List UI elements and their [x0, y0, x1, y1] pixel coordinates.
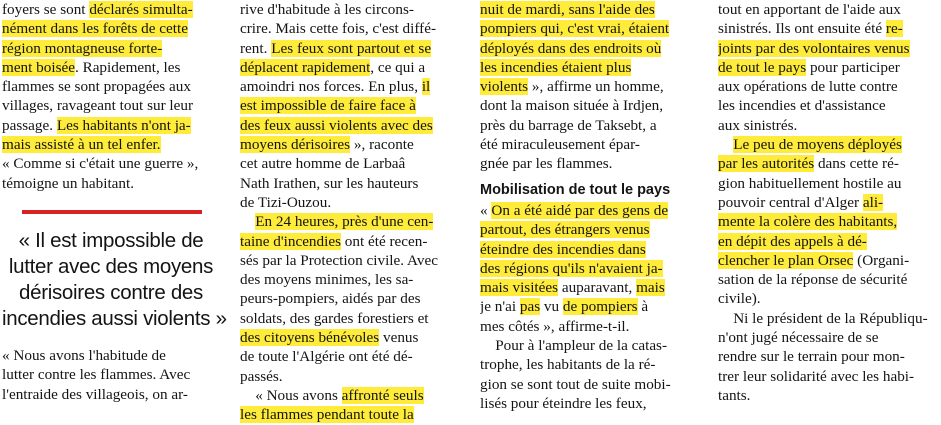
text-line [240, 116, 465, 135]
text-line [718, 386, 940, 405]
highlighted-text: pompiers qui, c'est vrai, étaient [480, 20, 670, 38]
text-run: témoigne un habitant. [2, 174, 135, 192]
highlighted-text: joints par des volontaires venus [718, 39, 910, 57]
pullquote [2, 228, 227, 332]
text-run: gion se sont tout de suite mobi- [480, 375, 671, 393]
text-line [240, 289, 465, 308]
text-line [718, 328, 940, 347]
text-line [2, 346, 222, 365]
text-line [240, 232, 465, 251]
highlighted-text: il [421, 78, 431, 96]
text-run: n'ont jugé nécessaire de se [718, 329, 879, 347]
text-line [240, 58, 465, 77]
text-run: , ce qui a [370, 58, 426, 76]
text-run: cet autre homme de Larbaâ [240, 155, 406, 173]
text-run: près du barrage de Taksebt, a [480, 116, 657, 134]
text-line [240, 270, 465, 289]
text-run: Ni le président de la Républiqu- [718, 309, 928, 327]
text-run: trer leur solidarité avec les habi- [718, 367, 915, 385]
text-line [718, 39, 940, 58]
text-line [718, 270, 940, 289]
highlighted-text: en dépit des appels à dé- [718, 232, 867, 250]
text-line [480, 96, 705, 115]
text-run: à [637, 298, 649, 316]
text-line [240, 19, 465, 38]
text-line [480, 240, 705, 259]
text-run: mes côtés », affirme-t-il. [480, 317, 630, 335]
text-line [2, 19, 222, 38]
highlighted-text: moyens dérisoires [240, 136, 351, 154]
highlighted-text: mais [636, 279, 665, 297]
text-run: crire. Mais cette fois, c'est diffé- [240, 20, 437, 38]
text-line [718, 96, 940, 115]
text-line [2, 39, 222, 58]
text-run: gion habituellement hostile au [718, 174, 902, 192]
text-run: pour participer [806, 58, 900, 76]
text-line [480, 317, 705, 336]
text-line [718, 116, 940, 135]
text-run: aux sinistrés. [718, 116, 798, 134]
text-run: « [480, 202, 492, 219]
pullquote-line: « Il est impossible de [18, 229, 204, 252]
text-run: peurs-pompiers, aidés par des [240, 290, 421, 308]
text-run: les incendies et d'assistance [718, 97, 886, 115]
highlighted-text: des feux aussi violents avec des [240, 116, 433, 134]
highlighted-text: déclarés simulta- [89, 1, 193, 18]
column-4 [718, 0, 940, 405]
highlighted-text: pas [519, 298, 541, 316]
text-run: trophe, les habitants de la ré- [480, 356, 656, 374]
text-run: des moyens minimes, les sa- [240, 271, 414, 289]
text-line [480, 220, 705, 239]
text-run: de toute l'Algérie ont été dé- [240, 348, 413, 366]
text-line [2, 385, 222, 404]
text-line [240, 367, 465, 386]
text-line [480, 297, 705, 316]
text-run: je n'ai [480, 298, 520, 316]
highlighted-text: affronté seuls [341, 386, 424, 404]
text-line [480, 39, 705, 58]
text-run: passés. [240, 367, 283, 385]
text-run: auparavant, [558, 279, 637, 297]
text-run: », raconte [350, 136, 414, 154]
highlighted-text: de pompiers [562, 298, 638, 316]
text-line [240, 135, 465, 154]
text-run: venus [379, 329, 419, 347]
text-line [240, 328, 465, 347]
text-run: dont la maison située à Irdjen, [480, 97, 664, 115]
text-line [480, 0, 705, 19]
text-line [240, 251, 465, 270]
highlighted-text: les incendies étaient plus [480, 58, 632, 76]
text-line [718, 232, 940, 251]
text-run: amoindri nos forces. En plus, [240, 78, 422, 96]
text-line [718, 58, 940, 77]
pullquote-rule [22, 210, 202, 214]
highlighted-text: est impossible de faire face à [240, 97, 416, 115]
text-run: « Comme si c'était une guerre », [2, 155, 199, 173]
text-run: sinistrés. Ils ont ensuite été [718, 20, 886, 38]
text-line [480, 355, 705, 374]
text-line [480, 116, 705, 135]
pullquote-line: dérisoires contre des [19, 281, 203, 304]
text-run: « Nous avons l'habitude de [2, 347, 166, 364]
text-line [240, 174, 465, 193]
text-run: passage. [2, 116, 57, 134]
highlighted-text: ali- [862, 193, 884, 211]
text-run: . Rapidement, les [74, 58, 181, 76]
highlighted-text: par les autorités [718, 155, 815, 173]
highlighted-text: déplacent rapidement [240, 58, 371, 76]
text-line [718, 77, 940, 96]
text-line [718, 174, 940, 193]
text-run: rive d'habitude à les circons- [240, 1, 414, 18]
text-run: été miraculeusement épar- [480, 136, 640, 154]
text-line [240, 309, 465, 328]
text-line [2, 365, 222, 384]
text-run: lisés pour éteindre les feux, [480, 394, 647, 412]
text-line [718, 212, 940, 231]
text-line [2, 116, 222, 135]
highlighted-text: violents [480, 78, 529, 96]
highlighted-text: ment boisée [2, 58, 75, 76]
text-run: aux opérations de lutte contre [718, 78, 898, 96]
highlighted-text: clencher le plan Orsec [718, 251, 854, 269]
text-run: sés par la Protection civile. Avec [240, 251, 438, 269]
highlighted-text: En 24 heures, près d'une cen- [255, 213, 434, 231]
text-line [480, 135, 705, 154]
text-run: vu [540, 298, 563, 316]
text-line [2, 58, 222, 77]
text-run: tants. [718, 386, 751, 404]
highlighted-text: des régions qu'ils n'avaient ja- [480, 259, 663, 277]
text-line [2, 154, 222, 173]
text-line [480, 259, 705, 278]
column-1-top [2, 0, 222, 193]
column-1-bottom [2, 346, 222, 404]
highlighted-text: Le peu de moyens déployés [733, 136, 902, 154]
text-line [2, 174, 222, 193]
highlighted-text: mais visitées [480, 279, 559, 297]
text-run: ont été recen- [341, 232, 428, 250]
text-line [240, 193, 465, 212]
text-line [240, 77, 465, 96]
text-run: Pour à l'ampleur de la catas- [480, 337, 668, 355]
text-line [718, 135, 940, 154]
text-line [2, 77, 222, 96]
column-2 [240, 0, 465, 425]
text-run [718, 136, 733, 153]
text-line [240, 39, 465, 58]
text-line [2, 135, 222, 154]
pullquote-line: incendies aussi violents » [2, 307, 227, 330]
highlighted-text: éteindre des incendies dans [480, 240, 646, 258]
text-line [480, 154, 705, 173]
text-run: « Nous avons [240, 386, 342, 404]
text-line [240, 0, 465, 19]
highlighted-text: des citoyens bénévoles [240, 329, 380, 347]
text-line [240, 212, 465, 231]
text-line [718, 309, 940, 328]
text-line [718, 154, 940, 173]
text-run: Nath Irathen, sur les hauteurs [240, 174, 419, 192]
text-run: foyers se sont [2, 1, 90, 18]
text-line [480, 201, 705, 220]
text-line [240, 386, 465, 405]
highlighted-text: Les habitants n'ont ja- [56, 116, 191, 134]
highlighted-text: mente la colère des habitants, [718, 213, 898, 231]
text-run: gnée par les flammes. [480, 155, 613, 173]
text-line [480, 278, 705, 297]
text-line [2, 0, 222, 19]
text-line [480, 19, 705, 38]
text-run [240, 213, 255, 230]
text-run: sation de la réponse de sécurité [718, 271, 908, 289]
text-line [240, 96, 465, 115]
highlighted-text: On a été aidé par des gens de [491, 202, 669, 219]
pullquote-line: lutter avec des moyens [8, 255, 214, 278]
text-run: rendre sur le terrain pour mon- [718, 348, 905, 366]
highlighted-text: re- [885, 20, 903, 38]
text-run: tout en apportant de l'aide aux [718, 1, 901, 18]
text-line [718, 367, 940, 386]
highlighted-text: partout, des étrangers venus [480, 221, 650, 239]
text-line [718, 251, 940, 270]
text-line [480, 58, 705, 77]
text-line [480, 375, 705, 394]
text-run: villages, ravageant tout sur leur [2, 97, 194, 115]
highlighted-text: Les feux sont partout et se [271, 39, 432, 57]
highlighted-text: de tout le pays [718, 58, 807, 76]
text-line [480, 394, 705, 413]
highlighted-text: région montagneuse forte- [2, 39, 163, 57]
highlighted-text: nuit de mardi, sans l'aide des [480, 1, 655, 18]
column-3 [480, 0, 705, 174]
text-run: dans cette ré- [814, 155, 899, 173]
highlighted-text: les flammes pendant toute la [240, 406, 414, 424]
text-run: pouvoir central d'Alger [718, 193, 863, 211]
text-line [718, 289, 940, 308]
text-run: rent. [240, 39, 272, 57]
highlighted-text: déployés dans des endroits où [480, 39, 662, 57]
text-line [240, 405, 465, 424]
text-line [718, 19, 940, 38]
text-run: (Organi- [853, 251, 910, 269]
text-line [2, 96, 222, 115]
text-line [240, 154, 465, 173]
text-line [718, 193, 940, 212]
subheading: Mobilisation de tout le pays [480, 182, 671, 198]
text-line [718, 0, 940, 19]
text-run: de Tizi-Ouzou. [240, 193, 332, 211]
text-line [240, 347, 465, 366]
text-line [480, 77, 705, 96]
text-run: soldats, des gardes forestiers et [240, 309, 429, 327]
text-run: lutter contre les flammes. Avec [2, 366, 191, 384]
highlighted-text: mais assisté à un tel enfer. [2, 136, 161, 154]
text-run: », affirme un homme, [528, 78, 664, 96]
text-line [718, 347, 940, 366]
text-run: l'entraide des villageois, on ar- [2, 385, 188, 403]
text-run: flammes se sont propagées aux [2, 78, 191, 96]
highlighted-text: nément dans les forêts de cette [2, 20, 188, 38]
text-run: civile). [718, 290, 761, 308]
highlighted-text: taine d'incendies [240, 232, 341, 250]
text-line [480, 336, 705, 355]
column-3-subhead-block [480, 180, 705, 413]
